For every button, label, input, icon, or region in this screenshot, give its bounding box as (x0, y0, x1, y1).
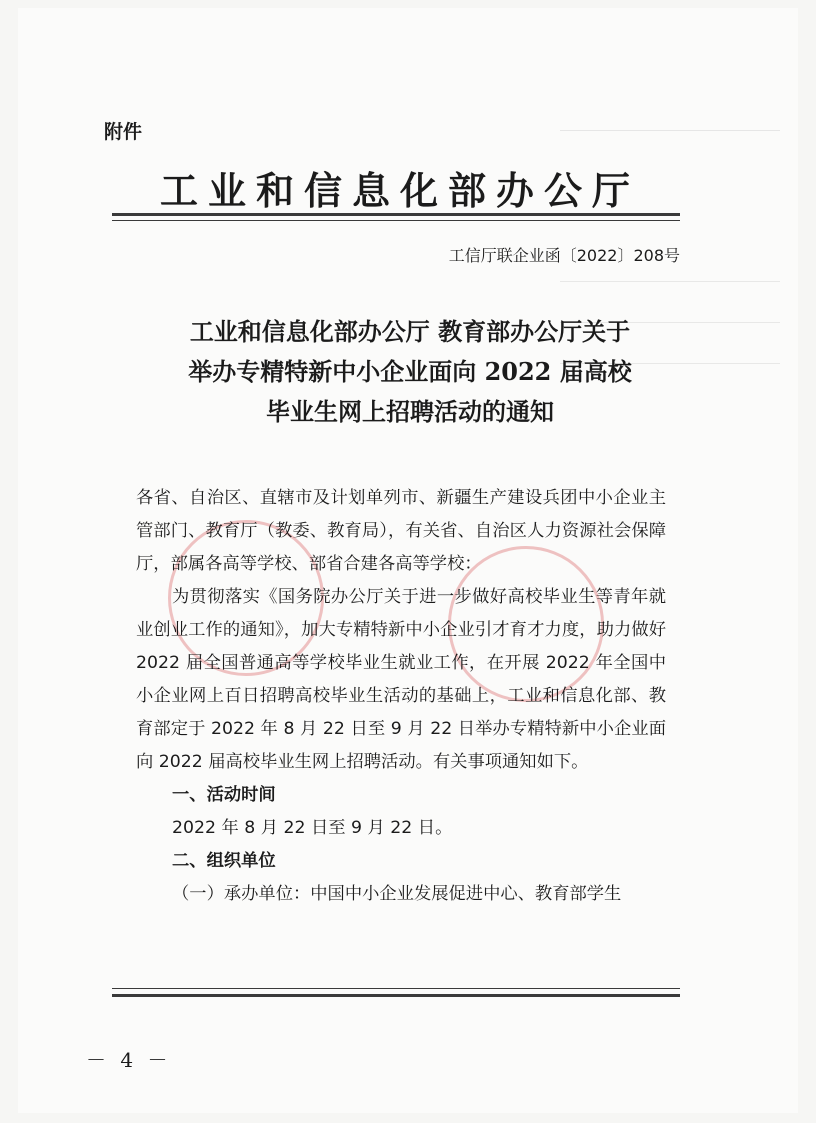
issuing-organization-title: 工业和信息化部办公厅 (159, 169, 640, 213)
document-title (150, 312, 670, 432)
document-number: 工信厅联企业函〔2022〕208号 (448, 246, 680, 265)
section-text-time: 2022 年 8 月 22 日至 9 月 22 日。 (172, 818, 453, 838)
addressee-paragraph: 各省、自治区、直辖市及计划单列市、新疆生产建设兵团中小企业主管部门、教育厅（教委、教育局），有关省、自治区人力资源社会保障厅，部属各高等学校、部省合建各高等学校： (136, 488, 666, 574)
document-title-line-1: 工业和信息化部办公厅 教育部办公厅关于 (189, 317, 631, 346)
document-title-line-2: 举办专精特新中小企业面向 2022 届高校 (188, 357, 632, 386)
page-number: － 4 － (86, 1048, 172, 1072)
section-heading-time: 一、活动时间 (172, 785, 276, 805)
section-heading-organizers: 二、组织单位 (172, 851, 276, 871)
header-rule-thick (112, 213, 680, 216)
header-rule-thin (112, 220, 680, 221)
footer-rule-thin (112, 988, 680, 989)
annex-label: 附件 (104, 121, 143, 143)
footer-rule-thick (112, 994, 680, 997)
section-item-organizer: （一）承办单位：中国中小企业发展促进中心、教育部学生 (172, 884, 622, 904)
document-title-line-3: 毕业生网上招聘活动的通知 (266, 397, 554, 426)
intro-paragraph: 为贯彻落实《国务院办公厅关于进一步做好高校毕业生等青年就业创业工作的通知》，加大专精特新中小企业引才育才力度，助力做好 2022 届全国普通高等学校毕业生就业工作，在开展 2022 年全国中小企业网上百日招聘高校毕业生活动的基础上，工业和信息化部、教育部定于 2022 年 8 月 22 日至 9 月 22 日举办专精特新中小企业面向 2022 届高校毕业生网上招聘活动。有关事项通知如下。 (136, 587, 666, 772)
document-body (136, 482, 666, 911)
